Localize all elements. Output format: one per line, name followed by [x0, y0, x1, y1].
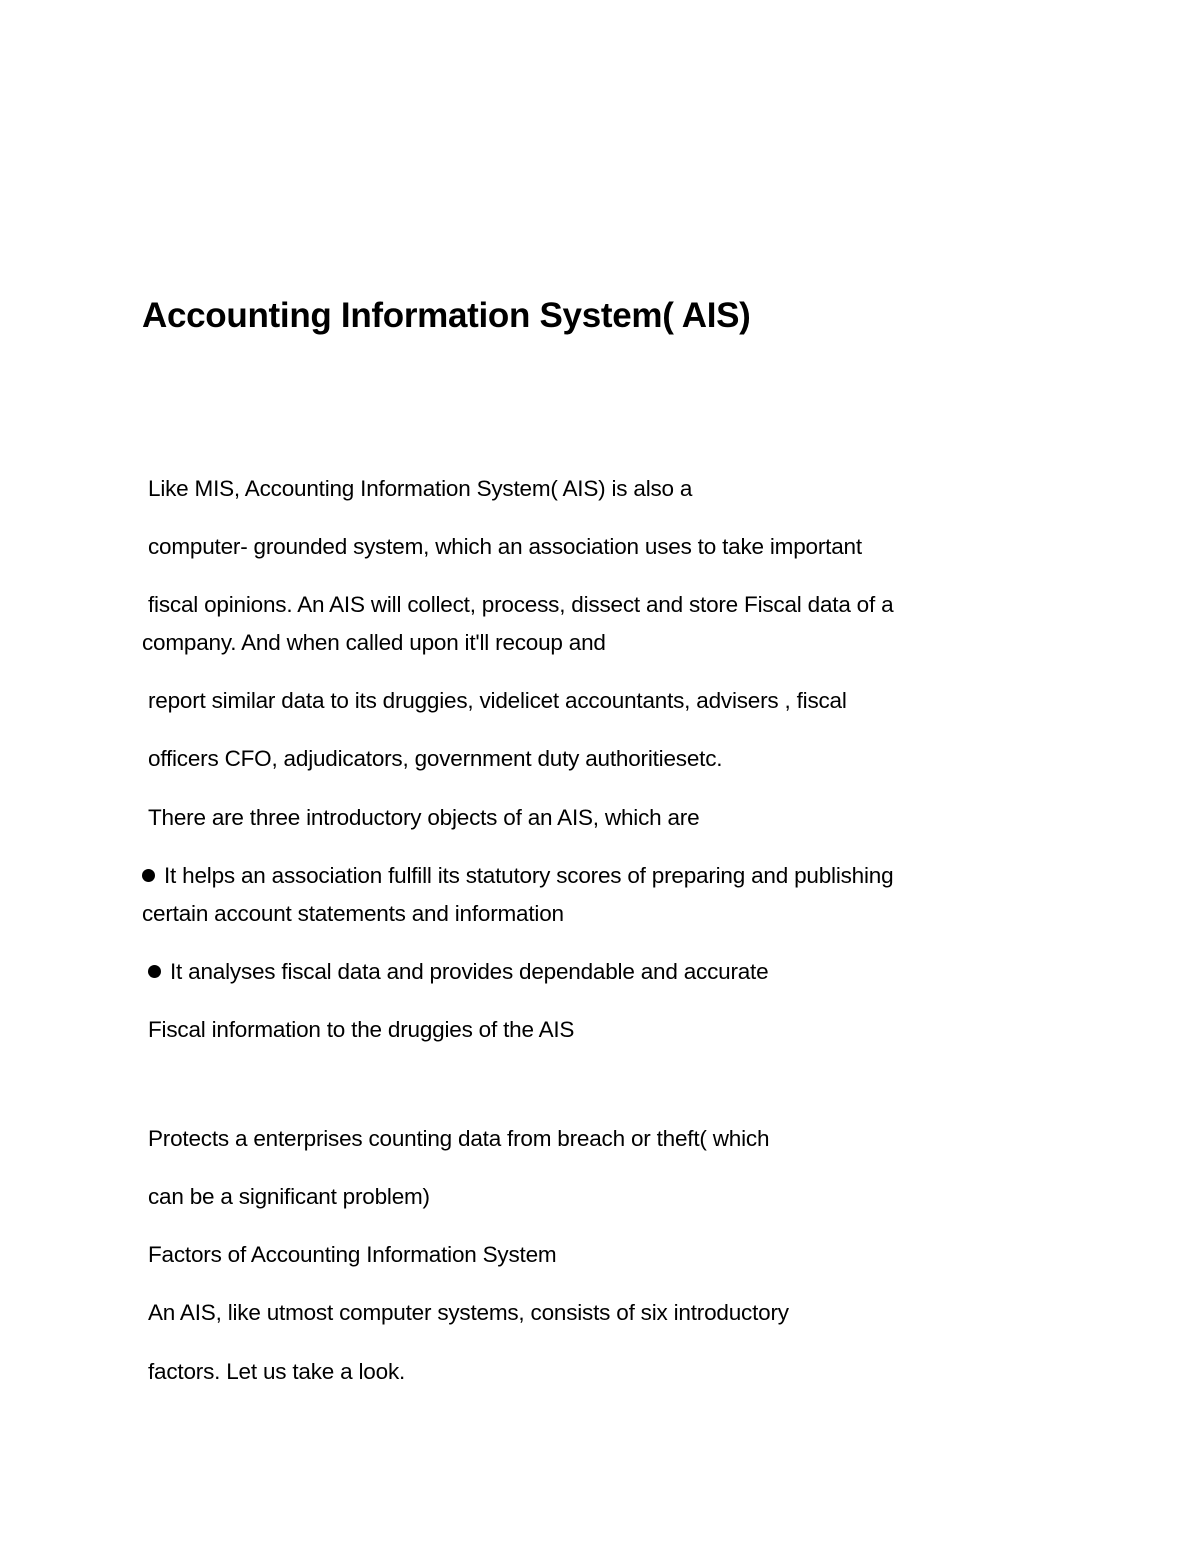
- page-title: Accounting Information System( AIS): [142, 296, 751, 335]
- bullet-text: It analyses fiscal data and provides dependable and accurate: [170, 959, 769, 984]
- paragraph-line: factors. Let us take a look.: [148, 1359, 406, 1384]
- paragraph-line: company. And when called upon it'll recoup and: [142, 630, 606, 655]
- bullet-continuation: certain account statements and information: [142, 901, 564, 926]
- bullet-item: [142, 857, 893, 895]
- paragraph-line: There are three introductory objects of an AIS, which are: [148, 805, 700, 830]
- bullet-icon: [142, 869, 155, 882]
- paragraph-line: Like MIS, Accounting Information System( AIS) is also a: [148, 476, 693, 501]
- bullet-text: It helps an association fulfill its statutory scores of preparing and publishing: [164, 863, 894, 888]
- paragraph-line: officers CFO, adjudicators, government duty authoritiesetc.: [148, 746, 723, 771]
- paragraph-line: An AIS, like utmost computer systems, consists of six introductory: [148, 1300, 789, 1325]
- paragraph-line: report similar data to its druggies, videlicet accountants, advisers , fiscal: [148, 688, 847, 713]
- bullet-item: [148, 953, 768, 991]
- paragraph-line: Protects a enterprises counting data from breach or theft( which: [148, 1126, 770, 1151]
- paragraph-line: fiscal opinions. An AIS will collect, process, dissect and store Fiscal data of a: [148, 592, 894, 617]
- paragraph-line: can be a significant problem): [148, 1184, 430, 1209]
- bullet-icon: [148, 965, 161, 978]
- paragraph-line: Fiscal information to the druggies of the AIS: [148, 1017, 575, 1042]
- paragraph-line: computer- grounded system, which an association uses to take important: [148, 534, 862, 559]
- section-heading-line: Factors of Accounting Information System: [148, 1242, 557, 1267]
